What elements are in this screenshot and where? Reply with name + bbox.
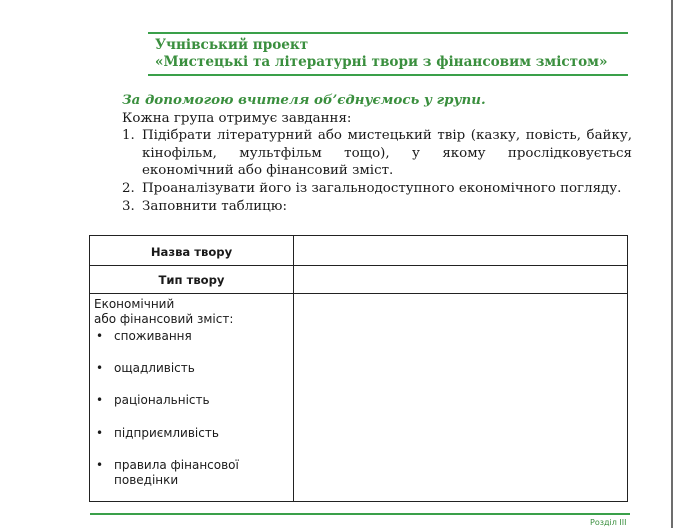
- header-rule-bottom: [148, 74, 628, 76]
- econ-item-financial-behavior: [94, 458, 244, 488]
- footer-rule: [90, 513, 630, 515]
- task-intro: Кожна група отримує завдання:: [122, 110, 352, 126]
- bullet-icon: •: [96, 361, 104, 375]
- econ-item-entrepreneurship: [94, 426, 290, 441]
- econ-item-thrift: [94, 361, 290, 376]
- econ-item-label: підприємливість: [114, 426, 219, 440]
- row-label-type: Тип твору: [158, 273, 225, 287]
- table-row-divider: [90, 265, 627, 266]
- table-row-divider: [90, 293, 627, 294]
- econ-item-label: споживання: [114, 329, 192, 343]
- page-edge: [671, 0, 673, 528]
- project-table: [89, 235, 628, 502]
- instructions: [122, 92, 632, 215]
- econ-heading-line2: або фінансовий зміст:: [94, 312, 234, 326]
- task-item-1: [122, 127, 632, 180]
- project-title: [155, 37, 625, 71]
- econ-item-label: правила фінансової поведінки: [114, 458, 239, 487]
- bullet-icon: •: [96, 393, 104, 407]
- bullet-icon: •: [96, 458, 104, 472]
- task-text: Заповнити таблицю:: [142, 198, 287, 214]
- instructions-lead: За допомогою вчителя об’єднуємось у групи.: [122, 92, 486, 108]
- task-text: Проаналізувати його із загальнодоступного економічного погляду.: [142, 180, 622, 196]
- bullet-icon: •: [96, 329, 104, 343]
- page-section-mark: Розділ III: [590, 518, 627, 527]
- econ-heading-line1: Економічний: [94, 297, 175, 311]
- table-column-divider: [293, 236, 294, 501]
- task-number: 3.: [122, 198, 135, 214]
- task-text: Підібрати літературний або мистецький твір (казку, повість, байку, кінофільм, мультфільм тощо), у якому прослідковується економічний або фінансовий зміст.: [142, 128, 632, 179]
- task-number: 2.: [122, 180, 135, 196]
- task-number: 1.: [122, 128, 135, 144]
- header-rule-top: [148, 32, 628, 34]
- task-list: [122, 127, 632, 215]
- bullet-icon: •: [96, 426, 104, 440]
- project-title-line2: «Мистецькі та літературні твори з фінансовим змістом»: [155, 54, 608, 70]
- econ-heading: [94, 297, 290, 327]
- row-label-title: Назва твору: [150, 245, 233, 259]
- task-item-2: [122, 180, 632, 198]
- task-item-3: [122, 198, 632, 216]
- econ-item-rationality: [94, 393, 290, 408]
- econ-item-label: раціональність: [114, 393, 210, 407]
- econ-item-label: ощадливість: [114, 361, 195, 375]
- project-title-line1: Учнівський проект: [155, 37, 309, 53]
- econ-item-consumption: [94, 329, 290, 344]
